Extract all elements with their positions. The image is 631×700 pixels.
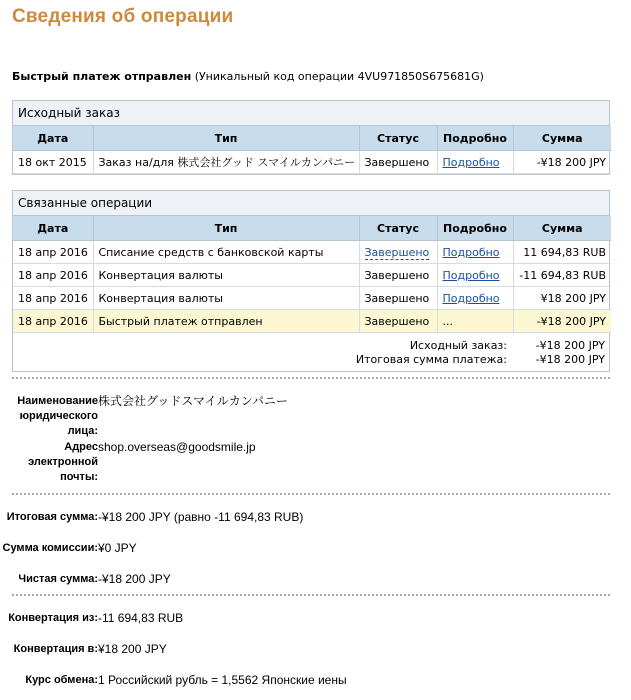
col-date: Дата <box>13 216 93 241</box>
total-row <box>0 510 631 541</box>
col-status: Статус <box>359 126 437 151</box>
original-order-table <box>13 126 611 174</box>
operation-code-text: (Уникальный код операции 4VU971850S675681G) <box>194 70 484 83</box>
cell-date: 18 апр 2016 <box>13 241 93 264</box>
page-title: Сведения об операции <box>12 6 234 27</box>
cell-date: 18 апр 2016 <box>13 310 93 333</box>
col-details: Подробно <box>437 126 513 151</box>
merchant-email-label: Адрес электронной почты: <box>28 441 98 483</box>
status-link[interactable]: Завершено <box>364 245 430 259</box>
cell-details: ... <box>437 310 513 333</box>
total-value: -¥18 200 JPY (равно -11 694,83 RUB) <box>98 510 304 524</box>
cell-amount: ¥18 200 JPY <box>513 287 611 310</box>
cell-status: Завершено <box>359 310 437 333</box>
cell-status <box>359 241 437 264</box>
related-operations-table <box>13 216 611 333</box>
net-row <box>0 572 631 587</box>
cell-type: Заказ на/для 株式会社グッド スマイルカンパニー <box>93 151 359 174</box>
total-label: Итоговая сумма: <box>6 511 98 523</box>
net-label: Чистая сумма: <box>18 573 98 585</box>
cell-status: Завершено <box>359 151 437 174</box>
table-header-row <box>13 126 611 151</box>
cell-details <box>437 151 513 174</box>
cell-amount: -11 694,83 RUB <box>513 264 611 287</box>
original-order-caption: Исходный заказ <box>13 101 609 126</box>
totals-label: Исходный заказ: <box>409 338 507 352</box>
table-row <box>13 151 611 174</box>
totals-value: -¥18 200 JPY <box>535 338 605 352</box>
divider <box>12 377 610 379</box>
merchant-name-label: Наименование юридического лица: <box>17 395 98 437</box>
fee-value: ¥0 JPY <box>98 541 137 555</box>
cell-amount: 11 694,83 RUB <box>513 241 611 264</box>
cell-details <box>437 264 513 287</box>
totals-value: -¥18 200 JPY <box>535 352 605 366</box>
table-row <box>13 287 611 310</box>
cell-details <box>437 241 513 264</box>
cell-date: 18 апр 2016 <box>13 264 93 287</box>
col-type: Тип <box>93 216 359 241</box>
fee-row <box>0 541 631 572</box>
col-type: Тип <box>93 126 359 151</box>
col-status: Статус <box>359 216 437 241</box>
merchant-info <box>0 394 631 485</box>
net-value: -¥18 200 JPY <box>98 572 171 586</box>
amounts-info <box>0 510 631 587</box>
conversion-from-label: Конвертация из: <box>8 612 98 624</box>
cell-amount: -¥18 200 JPY <box>513 310 611 333</box>
details-link[interactable]: Подробно <box>442 268 500 282</box>
cell-type: Списание средств с банковской карты <box>93 241 359 264</box>
operation-status-text: Быстрый платеж отправлен <box>12 70 192 83</box>
totals-table <box>13 338 611 366</box>
totals-row <box>13 352 611 366</box>
col-details: Подробно <box>437 216 513 241</box>
totals-row <box>13 338 611 352</box>
merchant-email-value: shop.overseas@goodsmile.jp <box>98 440 256 454</box>
conversion-to-value: ¥18 200 JPY <box>98 642 167 656</box>
details-link[interactable]: Подробно <box>442 155 500 169</box>
col-amount: Сумма <box>513 216 611 241</box>
cell-type: Конвертация валюты <box>93 264 359 287</box>
conversion-from-row <box>0 611 631 642</box>
table-row-current <box>13 310 611 333</box>
table-header-row <box>13 216 611 241</box>
details-link[interactable]: Подробно <box>442 291 500 305</box>
cell-status: Завершено <box>359 264 437 287</box>
cell-amount: -¥18 200 JPY <box>513 151 611 174</box>
table-row <box>13 264 611 287</box>
details-link[interactable]: Подробно <box>442 245 500 259</box>
related-operations-block <box>12 190 610 372</box>
col-amount: Сумма <box>513 126 611 151</box>
cell-date: 18 апр 2016 <box>13 287 93 310</box>
cell-date: 18 окт 2015 <box>13 151 93 174</box>
cell-type: Конвертация валюты <box>93 287 359 310</box>
operation-summary <box>12 70 484 83</box>
conversion-to-label: Конвертация в: <box>13 643 98 655</box>
merchant-name-value: 株式会社グッドスマイルカンパニー <box>98 394 288 408</box>
col-date: Дата <box>13 126 93 151</box>
conversion-from-value: -11 694,83 RUB <box>98 611 184 625</box>
cell-status: Завершено <box>359 287 437 310</box>
conversion-info <box>0 611 631 688</box>
merchant-name-row <box>0 394 631 440</box>
exchange-rate-row <box>0 673 631 688</box>
fee-label: Сумма комиссии: <box>2 542 98 554</box>
divider <box>12 493 610 495</box>
conversion-to-row <box>0 642 631 673</box>
original-order-block <box>12 100 610 175</box>
merchant-email-row <box>0 440 631 485</box>
related-operations-caption: Связанные операции <box>13 191 609 216</box>
cell-details <box>437 287 513 310</box>
exchange-rate-label: Курс обмена: <box>25 674 98 686</box>
totals-label: Итоговая сумма платежа: <box>355 352 507 366</box>
divider <box>12 594 610 596</box>
cell-type: Быстрый платеж отправлен <box>93 310 359 333</box>
exchange-rate-value: 1 Российский рубль = 1,5562 Японские иены <box>98 673 347 687</box>
table-row <box>13 241 611 264</box>
